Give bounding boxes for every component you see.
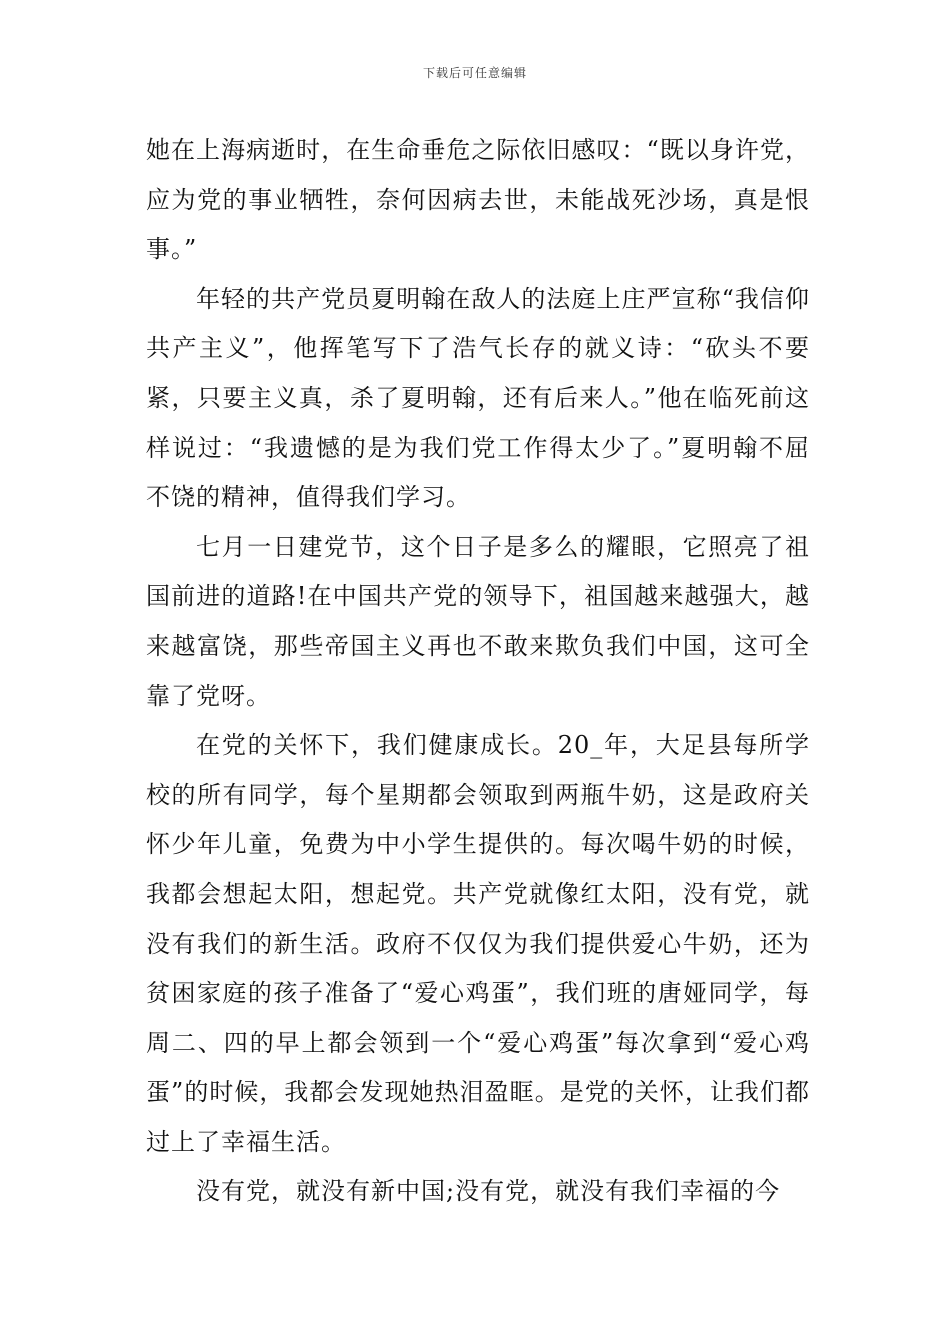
paragraph-5: 没有党，就没有新中国;没有党，就没有我们幸福的今 [196,1177,781,1206]
paragraph-3: 七月一日建党节，这个日子是多么的耀眼，它照亮了祖国前进的道路!在中国共产党的领导下，祖国越来越强大，越来越富饶，那些帝国主义再也不敢来欺负我们中国，这可全靠了党呀。 [146,532,810,710]
paragraph-4: 在党的关怀下，我们健康成长。20_年，大足县每所学校的所有同学，每个星期都会领取到两瓶牛奶，这是政府关怀少年儿童，免费为中小学生提供的。每次喝牛奶的时候，我都会想起太阳，想起党。共产党就像红太阳，没有党，就没有我们的新生活。政府不仅仅为我们提供爱心牛奶，还为贫困家庭的孩子准备了“爱心鸡蛋”，我们班的唐娅同学，每周二、四的早上都会领到一个“爱心鸡蛋”每次拿到“爱心鸡蛋”的时候，我都会发现她热泪盈眶。是党的关怀，让我们都过上了幸福生活。 [146,731,810,1156]
page-header: 下载后可任意编辑 [422,66,527,80]
paragraph-1: 她在上海病逝时，在生命垂危之际依旧感叹：“既以身许党，应为党的事业牺牲，奈何因病去世，未能战死沙场，真是恨事。” [146,136,810,264]
paragraph-2: 年轻的共产党员夏明翰在敌人的法庭上庄严宣称“我信仰共产主义”，他挥笔写下了浩气长存的就义诗：“砍头不要紧，只要主义真，杀了夏明翰，还有后来人。”他在临死前这样说过：“我遗憾的是为我们党工作得太少了。”夏明翰不屈不饶的精神，值得我们学习。 [146,284,810,512]
document-body [146,126,810,1217]
